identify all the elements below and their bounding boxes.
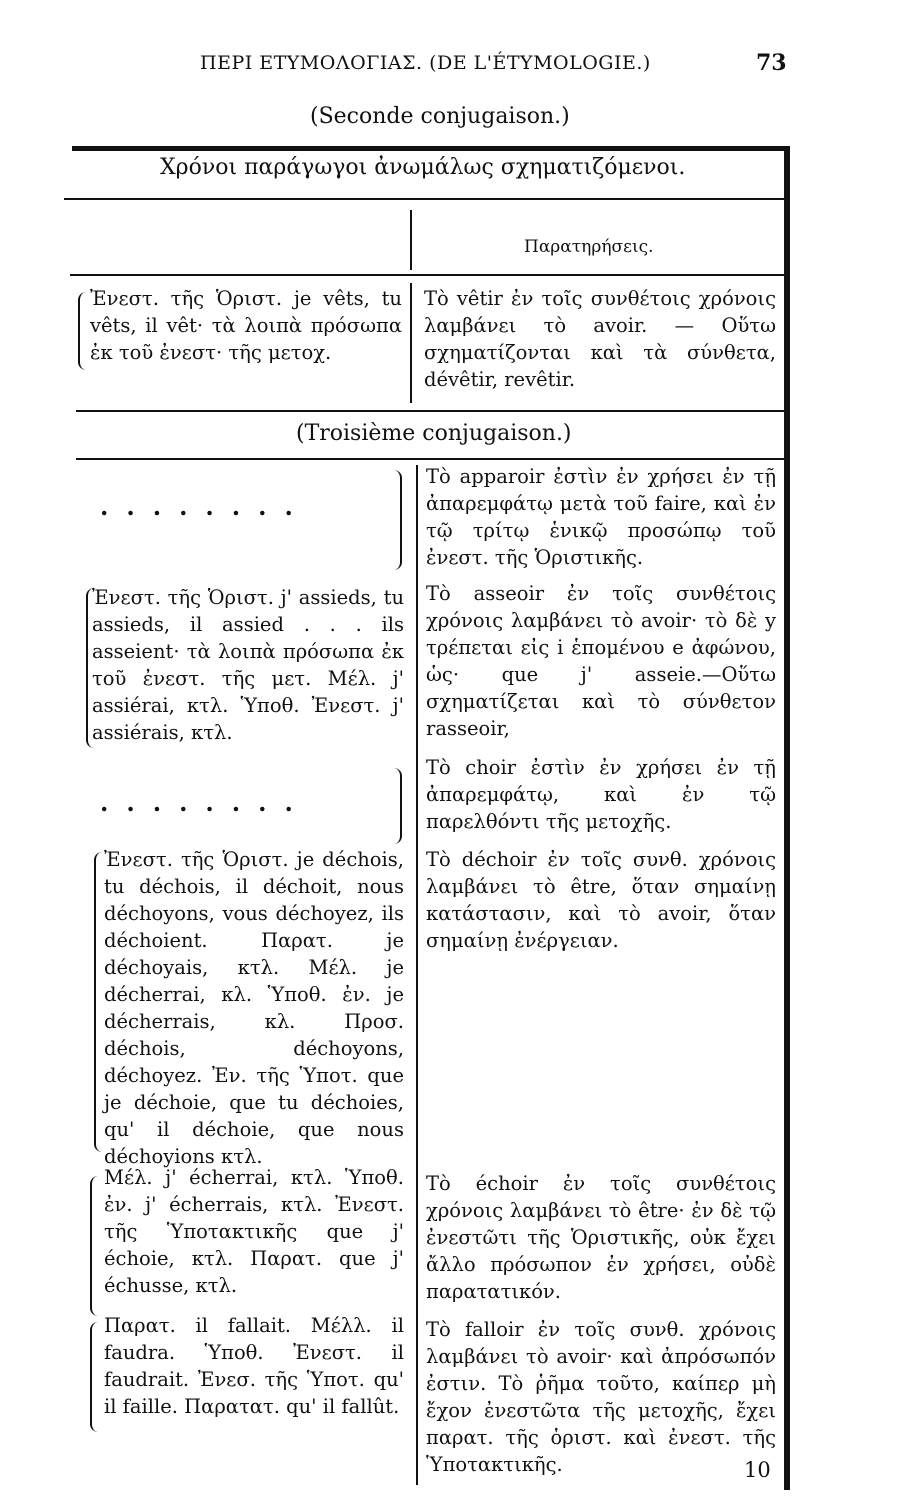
falloir-observation-text: Τὸ falloir ἐν τοῖς συνθ. χρόνοις λαμβάνει τὸ avoir· καὶ ἀπρόσωπόν ἐστιν. Τὸ ῥῆμα τοῦτο, καίπερ μὴ ἔχον ἐνεστῶτα τῆς μετοχῆς, ἔχει παρατ. τῆς ὁριστ. καὶ ἐνεστ. τῆς Ὑποτακτικῆς.: [426, 1318, 776, 1476]
troisieme-left-cell: [104, 1312, 404, 1420]
right-brace: [392, 768, 402, 844]
troisieme-right-cell: [426, 1316, 776, 1478]
troisieme-left-cell: [104, 1164, 404, 1299]
table-title: Χρόνοι παράγωγοι ἀνωμάλως σχηματιζόμενοι.: [160, 155, 686, 180]
signature-mark: 10: [744, 1458, 771, 1482]
troisieme-right-cell: [426, 463, 776, 571]
observations-header: Παρατηρήσεις.: [524, 237, 654, 257]
ellipsis-row: ........: [100, 492, 311, 521]
troisieme-column-divider: [416, 465, 418, 1485]
seconde-right-cell: [424, 285, 776, 393]
header-vertical-rule: [410, 210, 412, 270]
seconde-left-cell: [90, 285, 402, 366]
right-brace: [392, 470, 402, 570]
dechoir-conjugation-text: Ἐνεστ. τῆς Ὁριστ. je déchois, tu déchois, il déchoit, nous déchoyons, vous déchoyez, ils déchoient. Παρατ. je déchoyais, κτλ. Μέλ. je décherrai, κλ. Ὑποθ. ἐν. je décherrais, κλ. Προσ. déchois, déchoyons, déchoyez. Ἐν. τῆς Ὑποτ. que je déchoie, que tu déchoies, qu' il déchoie, que nous déchoyions κτλ.: [104, 848, 404, 1168]
left-brace: [90, 1322, 100, 1432]
right-frame-rule: [784, 146, 790, 1490]
echoir-observation-text: Τὸ échoir ἐν τοῖς συνθέτοις χρόνοις λαμβάνει τὸ être· ἐν δὲ τῷ ἐνεστῶτι τῆς Ὁριστικῆς, οὐκ ἔχει ἄλλο πρόσωπον ἐν χρήσει, οὐδὲ παρατατικόν.: [426, 1172, 776, 1303]
echoir-conjugation-text: Μέλ. j' écherrai, κτλ. Ὑποθ. ἐν. j' écherrais, κτλ. Ἐνεστ. τῆς Ὑποτακτικῆς que j' échoie, κτλ. Παρατ. que j' échusse, κτλ.: [104, 1166, 404, 1297]
top-thick-rule: [72, 146, 790, 151]
troisieme-left-cell: [104, 846, 404, 1170]
asseoir-conjugation-text: Ἐνεστ. τῆς Ὁριστ. j' assieds, tu assieds, il assied . . . ils asseient· τὰ λοιπὰ πρόσωπα ἐκ τοῦ ἐνεστ. τῆς μετ. Μέλ. j' assiérai, κτλ. Ὑποθ. Ἐνεστ. j' assiérais, κτλ.: [92, 586, 404, 744]
left-brace: [78, 292, 88, 370]
seconde-conjugation-text: Ἐνεστ. τῆς Ὁριστ. je vêts, tu vêts, il vêt· τὰ λοιπὰ πρόσωπα ἐκ τοῦ ἐνεστ· τῆς μετοχ.: [90, 287, 402, 364]
asseoir-observation-text: Τὸ asseoir ἐν τοῖς συνθέτοις χρόνοις λαμβάνει τὸ avoir· τὸ δὲ y τρέπεται εἰς i ἑπομένου e ἀφώνου, ὡς· que j' asseie.—Οὕτω σχηματίζεται καὶ τὸ σύνθετον rasseoir,: [426, 582, 776, 740]
section-bottom-rule: [76, 458, 786, 460]
title-underline: [64, 198, 786, 200]
ellipsis-row: ........: [100, 788, 311, 817]
dechoir-observation-text: Τὸ déchoir ἐν τοῖς συνθ. χρόνοις λαμβάνει τὸ être, ὅταν σημαίνῃ κατάστασιν, καὶ τὸ avoir, ὅταν σημαίνῃ ἐνέργειαν.: [426, 848, 776, 952]
troisieme-left-cell: [92, 584, 404, 746]
section-top-rule: [76, 410, 786, 412]
apparoir-observation-text: Τὸ apparoir ἐστὶν ἐν χρήσει ἐν τῇ ἀπαρεμφάτῳ μετὰ τοῦ faire, καὶ ἐν τῷ τρίτῳ ἑνικῷ προσώπῳ τοῦ ἐνεστ. τῆς Ὁριστικῆς.: [426, 465, 776, 569]
falloir-conjugation-text: Παρατ. il fallait. Μέλλ. il faudra. Ὑποθ. Ἐνεστ. il faudrait. Ἐνεσ. τῆς Ὑποτ. qu' il faille. Παρατατ. qu' il fallût.: [104, 1314, 404, 1418]
troisieme-right-cell: [426, 754, 776, 835]
troisieme-right-cell: [426, 1170, 776, 1305]
left-brace: [94, 852, 104, 1152]
running-head: ΠΕΡΙ ΕΤΥΜΟΛΟΓΙΑΣ. (DE L'ÉTYMOLOGIE.): [200, 52, 651, 74]
subtitle: (Seconde conjugaison.): [310, 104, 570, 129]
page-number: 73: [756, 50, 787, 76]
troisieme-right-cell: [426, 846, 776, 954]
section-heading: (Troisième conjugaison.): [296, 421, 572, 446]
seconde-observation-text: Τὸ vêtir ἐν τοῖς συνθέτοις χρόνοις λαμβάνει τὸ avoir. — Οὕτω σχηματίζονται καὶ τὰ σύνθετα, dévêtir, revêtir.: [424, 287, 776, 391]
troisieme-right-cell: [426, 580, 776, 742]
choir-observation-text: Τὸ choir ἐστὶν ἐν χρήσει ἐν τῇ ἀπαρεμφάτῳ, καὶ ἐν τῷ παρελθόντι τῆς μετοχῆς.: [426, 756, 776, 833]
left-brace: [90, 1176, 100, 1316]
header-bottom-rule: [70, 274, 786, 276]
seconde-column-divider: [410, 283, 412, 403]
